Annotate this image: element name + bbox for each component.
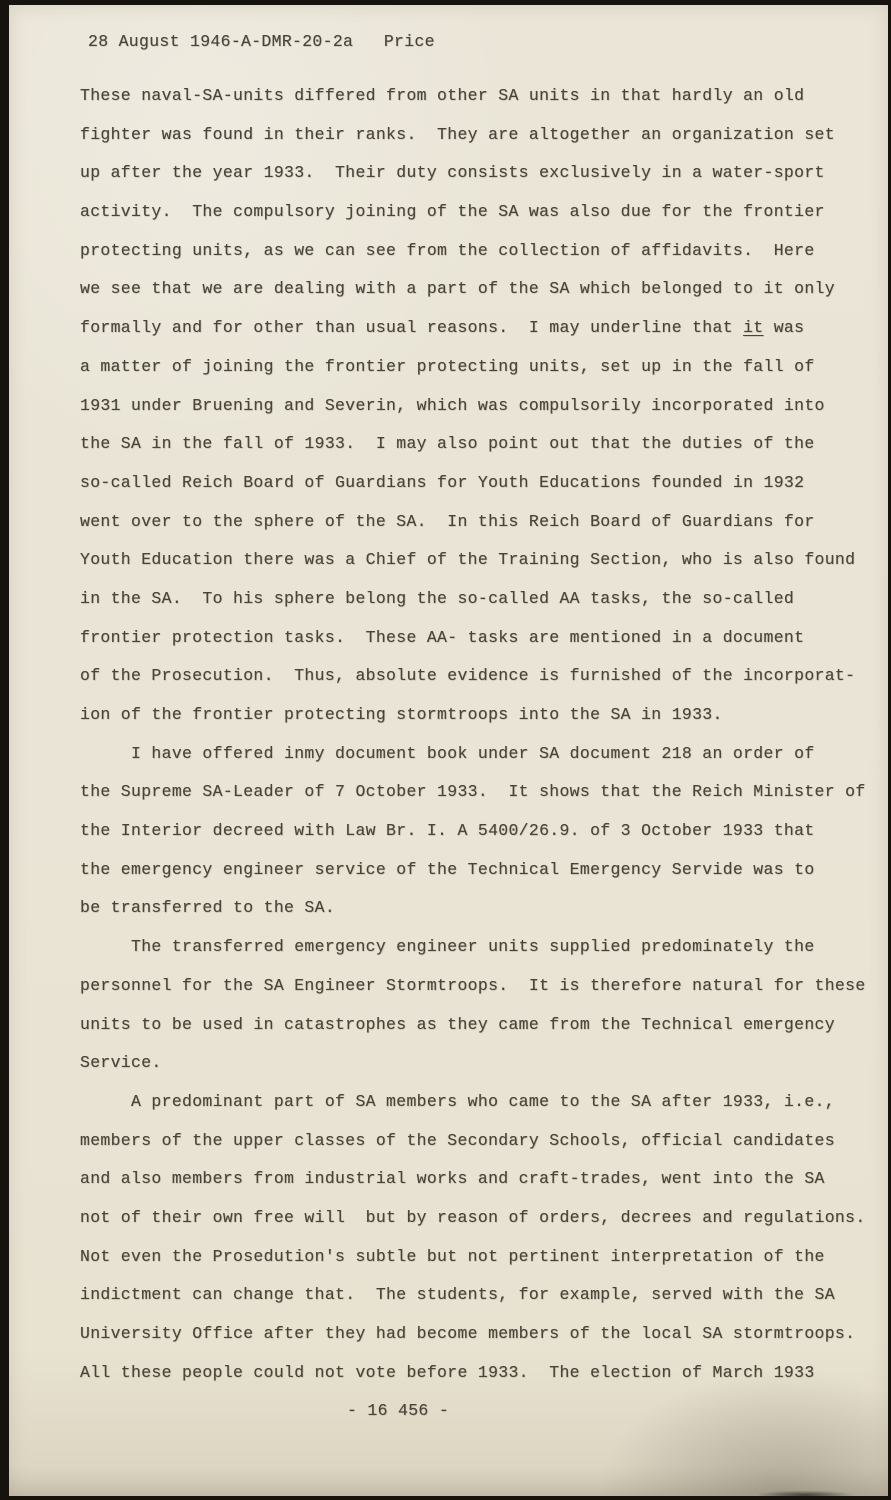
- text-line: protecting units, as we can see from the collection of affidavits. Here: [80, 240, 815, 260]
- text-line: a matter of joining the frontier protecting units, set up in the fall of: [80, 356, 815, 376]
- text-line: personnel for the SA Engineer Stormtroops. It is therefore natural for these: [80, 975, 866, 995]
- text-line: the Interior decreed with Law Br. I. A 5400/26.9. of 3 October 1933 that: [80, 821, 815, 841]
- text-line: up after the year 1933. Their duty consists exclusively in a water-sport: [80, 163, 825, 183]
- text-line: the Supreme SA-Leader of 7 October 1933. It shows that the Reich Minister of: [80, 782, 866, 802]
- text-line: activity. The compulsory joining of the SA was also due for the frontier: [80, 202, 825, 222]
- text-line: University Office after they had become members of the local SA stormtroops.: [80, 1324, 856, 1343]
- text-line: indictment can change that. The students, for example, served with the SA: [80, 1285, 835, 1305]
- text-line: be transferred to the SA.: [80, 898, 336, 918]
- text-line: formally and for other than usual reasons. I may underline that it was: [80, 318, 805, 338]
- text-line: and also members from industrial works and craft-trades, went into the SA: [80, 1169, 825, 1189]
- text-line: the SA in the fall of 1933. I may also point out that the duties of the: [80, 434, 815, 454]
- text-line: members of the upper classes of the Secondary Schools, official candidates: [80, 1130, 835, 1150]
- document-header: 28 August 1946-A-DMR-20-2a Price: [88, 32, 435, 51]
- text-line: of the Prosecution. Thus, absolute evidence is furnished of the incorporat-: [80, 666, 856, 686]
- text-line: Youth Education there was a Chief of the Training Section, who is also found: [80, 550, 856, 570]
- text-line: went over to the sphere of the SA. In this Reich Board of Guardians for: [80, 511, 815, 531]
- page-content: [80, 5, 868, 1431]
- text-line: the emergency engineer service of the Technical Emergency Servide was to: [80, 859, 815, 879]
- text-line: Service.: [80, 1053, 162, 1073]
- text-line: These naval-SA-units differed from other SA units in that hardly an old: [80, 86, 805, 105]
- page-number: - 16 456 -: [347, 1401, 450, 1421]
- text-line: fighter was found in their ranks. They are altogether an organization set: [80, 124, 835, 144]
- text-line: All these people could not vote before 1933. The election of March 1933: [80, 1362, 815, 1382]
- text-line: A predominant part of SA members who came to the SA after 1933, i.e.,: [80, 1091, 835, 1111]
- body-lines: [80, 77, 868, 1392]
- text-line: units to be used in catastrophes as they came from the Technical emergency: [80, 1014, 835, 1034]
- text-line: not of their own free will but by reason of orders, decrees and regulations.: [80, 1207, 866, 1227]
- text-line: The transferred emergency engineer units supplied predominately the: [80, 937, 815, 957]
- text-line: in the SA. To his sphere belong the so-called AA tasks, the so-called: [80, 588, 795, 608]
- text-line: so-called Reich Board of Guardians for Youth Educations founded in 1932: [80, 472, 805, 492]
- text-line: 1931 under Bruening and Severin, which was compulsorily incorporated into: [80, 395, 825, 415]
- text-line: frontier protection tasks. These AA- tasks are mentioned in a document: [80, 627, 805, 647]
- paper-sheet: [9, 5, 888, 1496]
- text-line: Not even the Prosedution's subtle but not pertinent interpretation of the: [80, 1246, 825, 1266]
- text-line: I have offered inmy document book under SA document 218 an order of: [80, 743, 815, 763]
- text-line: ion of the frontier protecting stormtroops into the SA in 1933.: [80, 705, 723, 724]
- text-line: we see that we are dealing with a part of the SA which belonged to it only: [80, 279, 835, 299]
